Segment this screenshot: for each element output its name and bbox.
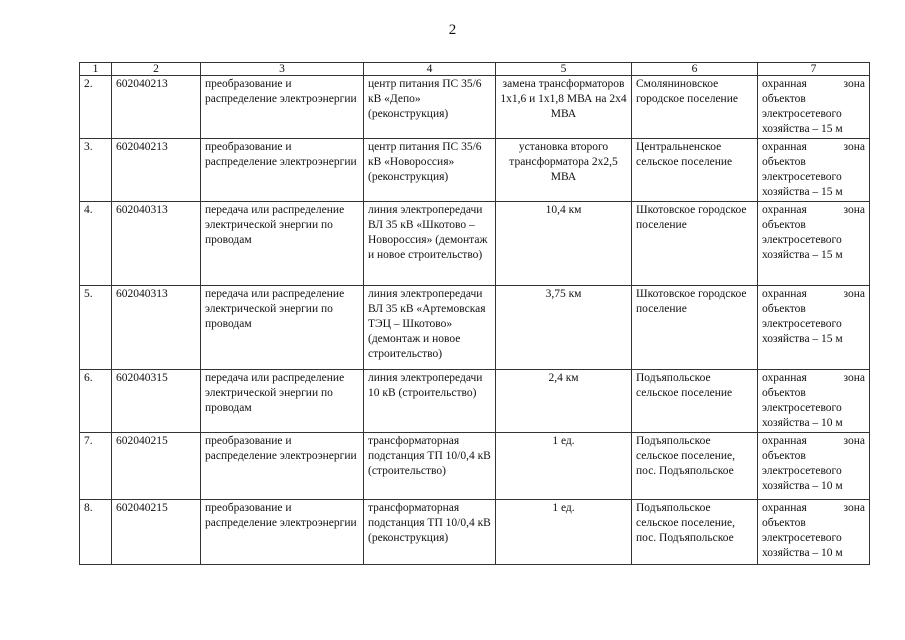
row-number: 3. <box>80 139 112 202</box>
row-params: замена трансформаторов 1х1,6 и 1х1,8 МВА на 2х4 МВА <box>496 76 632 139</box>
row-type: передача или распределение электрической энергии по проводам <box>201 202 364 286</box>
row-location: Подъяпольское сельское поселение, пос. Подъяпольское <box>632 433 758 500</box>
row-number: 5. <box>80 286 112 370</box>
table-row <box>80 433 870 500</box>
row-location: Смоляниновское городское поселение <box>632 76 758 139</box>
row-code: 602040313 <box>112 202 201 286</box>
row-object: линия электропередачи ВЛ 35 кВ «Артемовская ТЭЦ – Шкотово» (демонтаж и новое строительство) <box>364 286 496 370</box>
table-row <box>80 286 870 370</box>
row-location: Подъяпольское сельское поселение, пос. Подъяпольское <box>632 500 758 565</box>
row-params: 3,75 км <box>496 286 632 370</box>
table-row <box>80 202 870 286</box>
row-location: Центральненское сельское поселение <box>632 139 758 202</box>
row-type: передача или распределение электрической энергии по проводам <box>201 286 364 370</box>
row-params: установка второго трансформатора 2х2,5 МВА <box>496 139 632 202</box>
row-object: линия электропередачи ВЛ 35 кВ «Шкотово – Новороссия» (демонтаж и новое строительство) <box>364 202 496 286</box>
header-col-5: 5 <box>496 63 632 76</box>
row-number: 7. <box>80 433 112 500</box>
row-location: Шкотовское городское поселение <box>632 286 758 370</box>
row-object: линия электропередачи 10 кВ (строительство) <box>364 370 496 433</box>
row-number: 2. <box>80 76 112 139</box>
row-params: 1 ед. <box>496 433 632 500</box>
row-type: преобразование и распределение электроэнергии <box>201 76 364 139</box>
row-object: трансформаторная подстанция ТП 10/0,4 кВ (строительство) <box>364 433 496 500</box>
row-zone: охранная зона объектов электросетевого хозяйства – 15 м <box>758 76 870 139</box>
page-number: 2 <box>448 22 457 38</box>
header-col-2: 2 <box>112 63 201 76</box>
row-object: трансформаторная подстанция ТП 10/0,4 кВ (реконструкция) <box>364 500 496 565</box>
row-params: 2,4 км <box>496 370 632 433</box>
table-row <box>80 370 870 433</box>
header-col-1: 1 <box>80 63 112 76</box>
row-zone: охранная зона объектов электросетевого хозяйства – 15 м <box>758 286 870 370</box>
row-code: 602040213 <box>112 76 201 139</box>
header-col-3: 3 <box>201 63 364 76</box>
objects-table <box>79 62 870 565</box>
row-object: центр питания ПС 35/6 кВ «Новороссия» (реконструкция) <box>364 139 496 202</box>
row-zone: охранная зона объектов электросетевого хозяйства – 15 м <box>758 202 870 286</box>
table-row <box>80 139 870 202</box>
row-location: Подъяпольское сельское поселение <box>632 370 758 433</box>
row-params: 1 ед. <box>496 500 632 565</box>
header-col-7: 7 <box>758 63 870 76</box>
row-number: 8. <box>80 500 112 565</box>
row-type: преобразование и распределение электроэнергии <box>201 500 364 565</box>
row-code: 602040213 <box>112 139 201 202</box>
row-zone: охранная зона объектов электросетевого хозяйства – 10 м <box>758 370 870 433</box>
row-type: преобразование и распределение электроэнергии <box>201 139 364 202</box>
row-type: преобразование и распределение электроэнергии <box>201 433 364 500</box>
row-type: передача или распределение электрической энергии по проводам <box>201 370 364 433</box>
row-number: 6. <box>80 370 112 433</box>
row-object: центр питания ПС 35/6 кВ «Депо» (реконструкция) <box>364 76 496 139</box>
table-header-row <box>80 63 870 76</box>
table-row <box>80 500 870 565</box>
row-code: 602040313 <box>112 286 201 370</box>
table-row <box>80 76 870 139</box>
row-zone: охранная зона объектов электросетевого хозяйства – 15 м <box>758 139 870 202</box>
header-col-4: 4 <box>364 63 496 76</box>
row-code: 602040215 <box>112 500 201 565</box>
row-zone: охранная зона объектов электросетевого хозяйства – 10 м <box>758 500 870 565</box>
row-code: 602040215 <box>112 433 201 500</box>
row-params: 10,4 км <box>496 202 632 286</box>
row-number: 4. <box>80 202 112 286</box>
row-location: Шкотовское городское поселение <box>632 202 758 286</box>
row-zone: охранная зона объектов электросетевого хозяйства – 10 м <box>758 433 870 500</box>
header-col-6: 6 <box>632 63 758 76</box>
row-code: 602040315 <box>112 370 201 433</box>
